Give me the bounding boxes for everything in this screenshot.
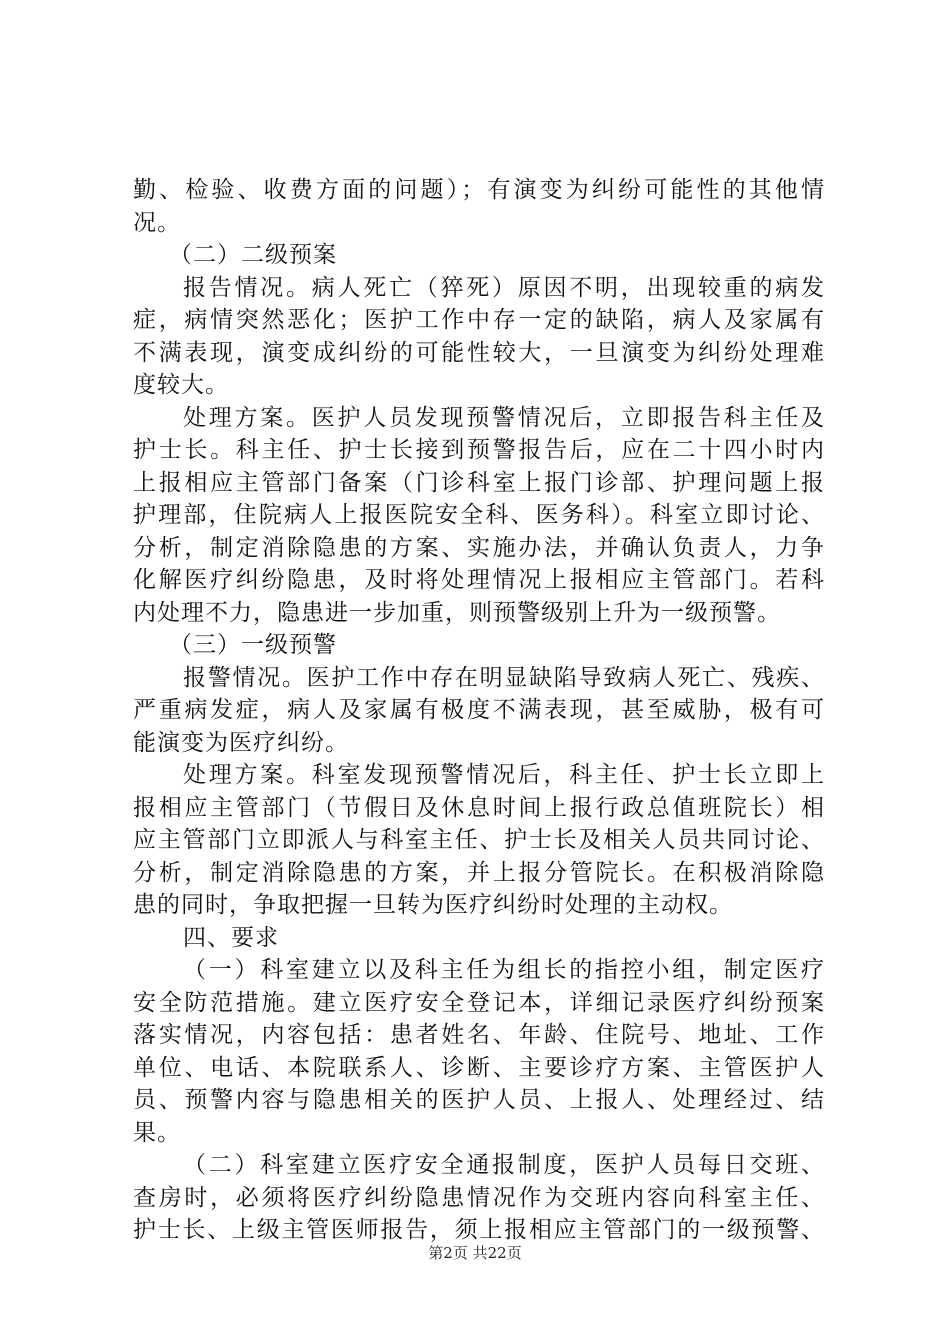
page-number-footer: 第2页 共22页: [428, 1244, 522, 1262]
text-line: 果。: [133, 1119, 181, 1146]
text-line: 勤、检验、收费方面的问题）；有演变为纠纷可能性的其他情: [133, 177, 825, 203]
text-line: 能演变为医疗纠纷。: [133, 729, 349, 756]
text-line: 应主管部门立即派人与科室主任、护士长及相关人员共同讨论、: [133, 827, 825, 853]
text-line: 护士长。科主任、护士长接到预警报告后，应在二十四小时内: [133, 437, 825, 463]
text-line: 落实情况，内容包括：患者姓名、年龄、住院号、地址、工作: [133, 1022, 825, 1048]
text-line: 内处理不力，隐患进一步加重，则预警级别上升为一级预警。: [133, 599, 781, 626]
text-line: 况。: [133, 209, 181, 236]
section-heading: （二）二级预案: [169, 242, 337, 268]
text-line: 上报相应主管部门备案（门诊科室上报门诊部、护理问题上报: [133, 469, 825, 496]
text-line: 症，病情突然恶化；医护工作中存一定的缺陷，病人及家属有: [133, 307, 825, 333]
text-line: 护士长、上级主管医师报告，须上报相应主管部门的一级预警、: [133, 1217, 825, 1243]
section-heading: （三）一级预警: [169, 632, 337, 658]
text-line: 严重病发症，病人及家属有极度不满表现，甚至威胁，极有可: [133, 697, 825, 723]
text-line: 报相应主管部门（节假日及休息时间上报行政总值班院长）相: [133, 794, 825, 821]
paragraph-first-line: 报警情况。医护工作中存在明显缺陷导致病人死亡、残疾、: [183, 664, 825, 691]
section-heading: 四、要求: [183, 924, 279, 951]
paragraph-first-line: 处理方案。科室发现预警情况后，科主任、护士长立即上: [183, 762, 825, 788]
text-line: 不满表现，演变成纠纷的可能性较大，一旦演变为纠纷处理难: [133, 339, 825, 366]
text-line: 查房时，必须将医疗纠纷隐患情况作为交班内容向科室主任、: [133, 1184, 825, 1211]
text-line: 安全防范措施。建立医疗安全登记本，详细记录医疗纠纷预案: [133, 989, 825, 1016]
paragraph-first-line: （一）科室建立以及科主任为组长的指控小组，制定医疗: [183, 957, 825, 983]
text-line: 患的同时，争取把握一旦转为医疗纠纷时处理的主动权。: [133, 892, 733, 918]
text-line: 员、预警内容与隐患相关的医护人员、上报人、处理经过、结: [133, 1087, 825, 1113]
text-line: 化解医疗纠纷隐患，及时将处理情况上报相应主管部门。若科: [133, 567, 825, 593]
document-body: [133, 174, 825, 1247]
text-line: 护理部，住院病人上报医院安全科、医务科）。科室立即讨论、: [133, 502, 825, 528]
paragraph-first-line: （二）科室建立医疗安全通报制度，医护人员每日交班、: [183, 1152, 825, 1178]
text-line: 分析，制定消除隐患的方案，并上报分管院长。在积极消除隐: [133, 859, 825, 886]
text-line: 度较大。: [133, 372, 229, 398]
text-line: 分析，制定消除隐患的方案、实施办法，并确认负责人，力争: [133, 534, 825, 561]
paragraph-first-line: 处理方案。医护人员发现预警情况后，立即报告科主任及: [183, 404, 825, 431]
text-line: 单位、电话、本院联系人、诊断、主要诊疗方案、主管医护人: [133, 1054, 825, 1081]
paragraph-first-line: 报告情况。病人死亡（猝死）原因不明，出现较重的病发: [183, 274, 825, 301]
